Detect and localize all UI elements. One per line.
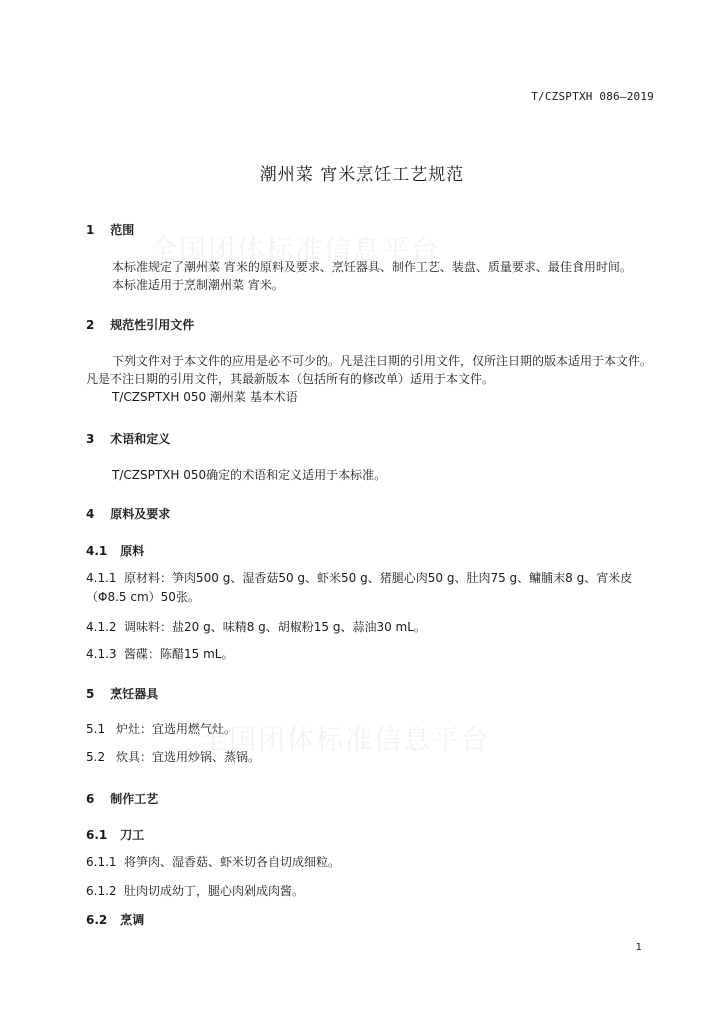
page-number: 1 [635, 942, 642, 953]
item-number: 4.1.2 [86, 620, 117, 634]
section-number: 3 [86, 432, 95, 446]
item-number: 5.2 [86, 750, 106, 764]
item-5-1 [86, 720, 658, 739]
section-1-paragraph-2: 本标准适用于烹制潮州菜 宵米。 [112, 278, 284, 292]
section-number: 6 [86, 792, 95, 806]
section-title: 制作工艺 [110, 792, 159, 806]
item-text: 原材料：笋肉500 g、湿香菇50 g、虾米50 g、猪腿心肉50 g、肚肉75 g、鳙脯末8 g、宵米皮（Φ8.5 cm）50张。 [86, 571, 633, 604]
subsection-title: 烹调 [120, 913, 145, 927]
subsection-title: 原料 [120, 544, 145, 558]
subsection-title: 刀工 [120, 828, 145, 842]
item-text: 肚肉切成幼丁，腿心肉剁成肉酱。 [124, 884, 305, 898]
item-6-1-1 [86, 853, 658, 872]
section-title: 规范性引用文件 [110, 318, 195, 332]
subsection-number: 4.1 [86, 544, 108, 558]
section-number: 5 [86, 687, 95, 701]
item-number: 5.1 [86, 722, 106, 736]
section-title: 范围 [110, 223, 135, 237]
document-title: 潮州菜 宵米烹饪工艺规范 [259, 165, 465, 185]
item-text: 炉灶：宜选用燃气灶。 [116, 722, 237, 736]
subsection-number: 6.2 [86, 913, 108, 927]
section-title: 术语和定义 [110, 432, 171, 446]
section-1-paragraph-1: 本标准规定了潮州菜 宵米的原料及要求、烹饪器具、制作工艺、装盘、质量要求、最佳食用时间。 [112, 260, 632, 274]
item-text: 酱碟：陈醋15 mL。 [124, 647, 234, 661]
section-6-heading [86, 790, 158, 807]
section-title: 原料及要求 [110, 507, 171, 521]
section-3-paragraph-1: T/CZSPTXH 050确定的术语和定义适用于本标准。 [112, 468, 387, 482]
section-3-heading [86, 430, 170, 447]
section-5-heading [86, 685, 158, 702]
item-number: 4.1.1 [86, 571, 117, 585]
standard-code: T/CZSPTXH 086—2019 [531, 90, 654, 103]
watermark-middle: 全国团体标准信息平台 [200, 725, 490, 756]
item-6-1-2 [86, 882, 658, 901]
item-4-1-2 [86, 618, 658, 637]
section-2-paragraph-1: 下列文件对于本文件的应用是必不可少的。凡是注日期的引用文件，仅所注日期的版本适用于本文件。凡是不注日期的引用文件，其最新版本（包括所有的修改单）适用于本文件。 [86, 354, 653, 386]
item-text: 炊具：宜选用炒锅、蒸锅。 [116, 750, 261, 764]
item-number: 4.1.3 [86, 647, 117, 661]
section-2-reference: T/CZSPTXH 050 潮州菜 基本术语 [112, 390, 298, 404]
section-1-heading [86, 221, 134, 238]
section-6-2-heading [86, 911, 144, 928]
item-text: 调味料：盐20 g、味精8 g、胡椒粉15 g、蒜油30 mL。 [124, 620, 426, 634]
item-number: 6.1.2 [86, 884, 117, 898]
section-4-1-heading [86, 542, 144, 559]
section-title: 烹饪器具 [110, 687, 159, 701]
item-number: 6.1.1 [86, 855, 117, 869]
item-5-2 [86, 748, 658, 767]
section-number: 4 [86, 507, 95, 521]
item-4-1-1 [86, 569, 658, 607]
watermark-top: 全国团体标准信息平台 [150, 235, 440, 266]
section-number: 1 [86, 223, 95, 237]
item-4-1-3 [86, 645, 658, 664]
subsection-number: 6.1 [86, 828, 108, 842]
section-2-heading [86, 316, 194, 333]
item-text: 将笋肉、湿香菇、虾米切各自切成细粒。 [124, 855, 341, 869]
section-6-1-heading [86, 826, 144, 843]
section-number: 2 [86, 318, 95, 332]
section-4-heading [86, 505, 170, 522]
